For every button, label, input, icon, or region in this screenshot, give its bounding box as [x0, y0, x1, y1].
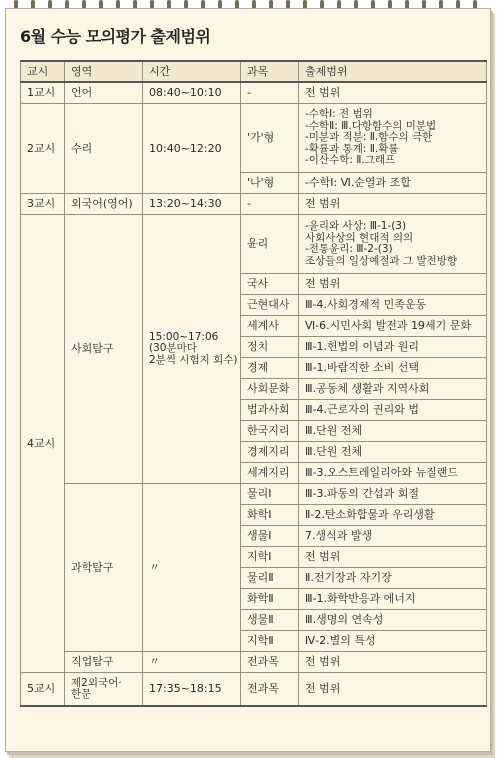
subject-cell: '가'형: [241, 104, 299, 173]
subject-cell: 한국지리: [241, 421, 299, 442]
scope-cell: Ⅲ-3.오스트레일리아와 뉴질랜드: [299, 463, 487, 484]
area-cell: 언어: [65, 82, 143, 104]
time-cell: 10:40~12:20: [143, 104, 241, 194]
area-cell: 외국어(영어): [65, 194, 143, 215]
subject-cell: 윤리: [241, 215, 299, 274]
scope-line: -수학Ⅱ: Ⅲ.다항함수의 미분법: [305, 119, 437, 132]
time-line: 2분씩 시험지 회수): [149, 353, 238, 366]
page-title: 6월 수능 모의평가 출제범위: [20, 27, 211, 46]
scope-line: -이산수학: Ⅱ.그래프: [305, 154, 396, 167]
subject-cell: 근현대사: [241, 295, 299, 316]
time-cell: 13:20~14:30: [143, 194, 241, 215]
scope-cell: -수학Ⅰ: Ⅵ.순열과 조합: [299, 173, 487, 194]
table-row: [21, 82, 487, 104]
scope-cell: 전 범위: [299, 673, 487, 707]
table-row: [21, 673, 487, 707]
table-row: [21, 194, 487, 215]
subject-cell: 세계사: [241, 316, 299, 337]
scope-cell: Ⅲ.단원 전체: [299, 421, 487, 442]
scope-cell: Ⅵ-6.시민사회 발전과 19세기 문화: [299, 316, 487, 337]
scope-cell: 전 범위: [299, 194, 487, 215]
scope-cell: Ⅲ-1.화학반응과 에너지: [299, 589, 487, 610]
subject-cell: 정치: [241, 337, 299, 358]
subject-cell: 지학Ⅱ: [241, 631, 299, 652]
table-row: [21, 215, 487, 274]
area-line: 제2외국어·: [71, 676, 122, 689]
scope-cell: [299, 215, 487, 274]
time-cell: 〃: [143, 484, 241, 652]
table-row: [21, 484, 487, 505]
scope-cell: 전 범위: [299, 82, 487, 104]
scope-cell: 7.생식과 발생: [299, 526, 487, 547]
scope-cell: 전 범위: [299, 652, 487, 673]
scope-cell: Ⅲ-3.파동의 간섭과 회절: [299, 484, 487, 505]
scope-cell: Ⅲ-1.바람직한 소비 선택: [299, 358, 487, 379]
header-area: 영역: [65, 61, 143, 82]
scope-line: 조상들의 일상예절과 그 발전방향: [305, 254, 458, 267]
scope-line: 사회사상의 현대적 의의: [305, 231, 414, 244]
scope-cell: Ⅳ-2.별의 특성: [299, 631, 487, 652]
subject-cell: 전과목: [241, 652, 299, 673]
subject-cell: 화학Ⅰ: [241, 505, 299, 526]
time-cell: 17:35~18:15: [143, 673, 241, 707]
subject-cell: -: [241, 82, 299, 104]
subject-cell: 경제: [241, 358, 299, 379]
subject-cell: 전과목: [241, 673, 299, 707]
period-cell: 5교시: [21, 673, 65, 707]
scope-cell: 전 범위: [299, 274, 487, 295]
header-scope: 출제범위: [299, 61, 487, 82]
scope-line: -확률과 통계: Ⅱ.확률: [305, 142, 399, 155]
area-line: 한문: [71, 688, 92, 700]
subject-cell: 생물Ⅱ: [241, 610, 299, 631]
subject-cell: 화학Ⅱ: [241, 589, 299, 610]
area-cell: 사회탐구: [65, 215, 143, 484]
subject-cell: 물리Ⅰ: [241, 484, 299, 505]
subject-cell: 사회문화: [241, 379, 299, 400]
scope-line: -수학Ⅰ: 전 범위: [305, 108, 373, 121]
scope-cell: [299, 104, 487, 173]
scope-cell: Ⅲ.단원 전체: [299, 442, 487, 463]
time-line: (30분마다: [149, 342, 197, 355]
area-cell: [65, 673, 143, 707]
scope-cell: Ⅲ-1.헌법의 이념과 원리: [299, 337, 487, 358]
table-row: [21, 652, 487, 673]
table-row: [21, 104, 487, 173]
table-header-row: [21, 61, 487, 82]
period-cell: 1교시: [21, 82, 65, 104]
subject-cell: 생물Ⅰ: [241, 526, 299, 547]
scope-cell: 전 범위: [299, 547, 487, 568]
period-cell: 4교시: [21, 215, 65, 673]
header-time: 시간: [143, 61, 241, 82]
time-cell: 08:40~10:10: [143, 82, 241, 104]
scope-cell: Ⅲ.공동체 생활과 지역사회: [299, 379, 487, 400]
subject-cell: 법과사회: [241, 400, 299, 421]
scope-line: -전통윤리: Ⅲ-2-(3): [305, 243, 393, 255]
time-cell: 〃: [143, 652, 241, 673]
scope-cell: Ⅲ-4.사회경제적 민족운동: [299, 295, 487, 316]
subject-cell: 경제지리: [241, 442, 299, 463]
subject-cell: 지학Ⅰ: [241, 547, 299, 568]
area-cell: 직업탐구: [65, 652, 143, 673]
scope-cell: Ⅲ-4.근로자의 권리와 법: [299, 400, 487, 421]
header-subject: 과목: [241, 61, 299, 82]
exam-scope-table: [20, 60, 487, 707]
header-period: 교시: [21, 61, 65, 82]
subject-cell: 물리Ⅱ: [241, 568, 299, 589]
subject-cell: 국사: [241, 274, 299, 295]
time-line: 15:00~17:06: [149, 330, 219, 343]
scope-line: -미분과 적분: Ⅱ.함수의 극한: [305, 131, 433, 144]
period-cell: 2교시: [21, 104, 65, 194]
scope-cell: Ⅱ-2.탄소화합물과 우리생활: [299, 505, 487, 526]
time-cell: [143, 215, 241, 484]
area-cell: 수리: [65, 104, 143, 194]
scope-cell: Ⅲ.생명의 연속성: [299, 610, 487, 631]
subject-cell: 세계지리: [241, 463, 299, 484]
scope-cell: Ⅱ.전기장과 자기장: [299, 568, 487, 589]
area-cell: 과학탐구: [65, 484, 143, 652]
scope-line: -윤리와 사상: Ⅲ-1-(3): [305, 220, 407, 232]
period-cell: 3교시: [21, 194, 65, 215]
subject-cell: -: [241, 194, 299, 215]
subject-cell: '나'형: [241, 173, 299, 194]
